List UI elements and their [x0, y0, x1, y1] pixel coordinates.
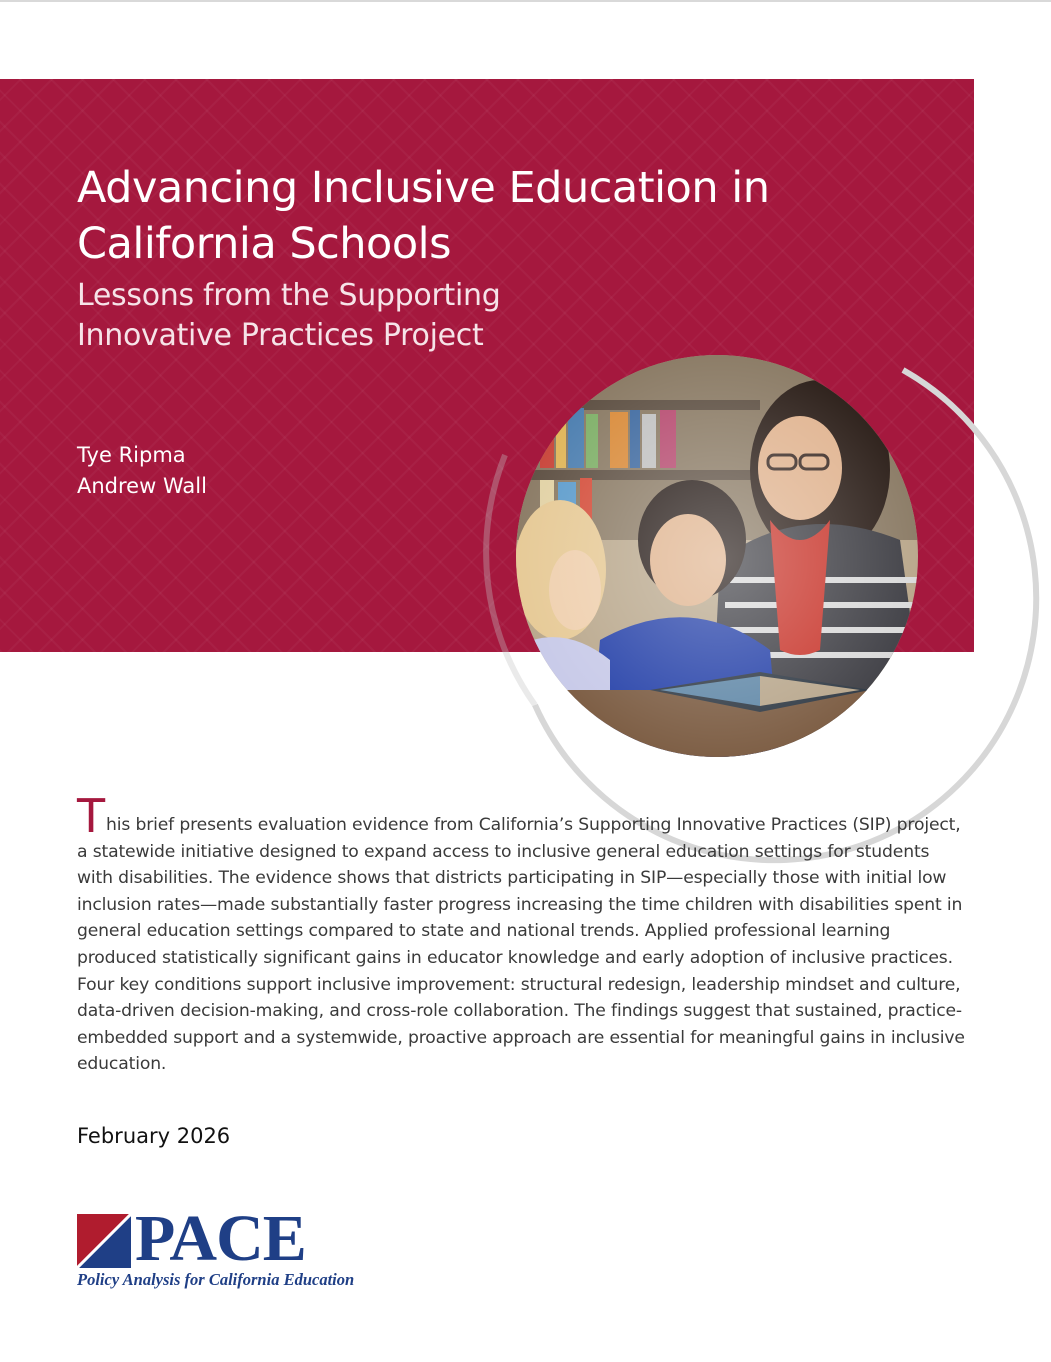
abstract-paragraph	[77, 789, 969, 1078]
author-name: Tye Ripma	[77, 443, 186, 467]
logo-tagline: Policy Analysis for California Education	[77, 1270, 355, 1289]
author-list	[77, 440, 207, 502]
pace-flag-logo-icon	[77, 1214, 131, 1268]
author-name: Andrew Wall	[77, 474, 207, 498]
report-title: Advancing Inclusive Education in California Schools	[77, 163, 770, 269]
abstract-text: his brief presents evaluation evidence from California’s Supporting Innovative Practices (SIP) project, a statewide initiative designed to expand access to inclusive general education settings for students with disabilities. The evidence shows that districts participating in SIP—especially those with initial low inclusion rates—made substantially faster progress increasing the time children with disabilities spent in general education settings compared to state and national trends. Applied professional learning produced statistically significant gains in educator knowledge and early adoption of inclusive practices. Four key conditions support inclusive improvement: structural redesign, leadership mindset and culture, data-driven decision-making, and cross-role collaboration. The findings suggest that sustained, practice-embedded support and a systemwide, proactive approach are essential for meaningful gains in inclusive education.	[77, 815, 965, 1075]
report-subtitle: Lessons from the Supporting Innovative Practices Project	[77, 278, 501, 353]
pace-logo	[77, 1202, 397, 1292]
logo-wordmark: PACE	[135, 1202, 306, 1275]
drop-cap-letter: T	[77, 789, 105, 843]
top-rule	[0, 0, 1051, 2]
publication-date: February 2026	[77, 1124, 231, 1148]
